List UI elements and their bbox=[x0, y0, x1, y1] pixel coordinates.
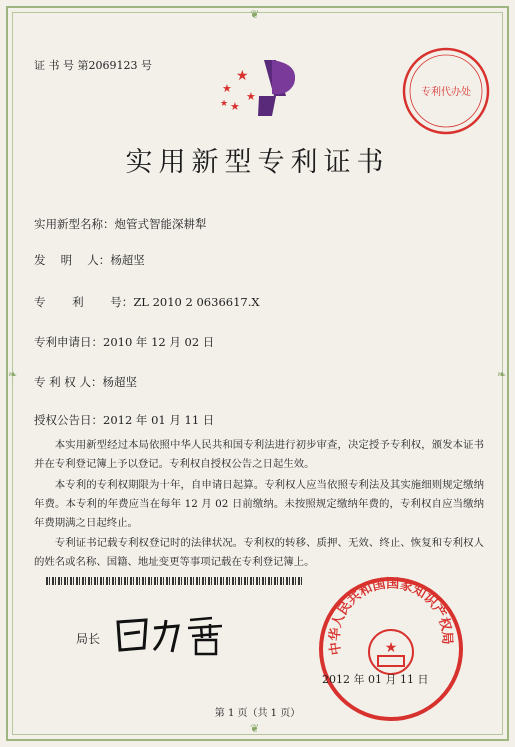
field-value: ZL 2010 2 0636617.X bbox=[133, 295, 260, 309]
agency-seal bbox=[400, 45, 492, 137]
field-label: 实用新型名称： bbox=[34, 217, 115, 231]
svg-text:★: ★ bbox=[222, 82, 232, 95]
field-filing-date bbox=[34, 334, 214, 350]
field-label: 专 利 号： bbox=[34, 295, 134, 309]
field-label: 发 明 人： bbox=[34, 253, 111, 267]
left-ornament-icon: ❧ bbox=[8, 368, 18, 381]
field-value: 2010 年 12 月 02 日 bbox=[103, 335, 215, 349]
field-label: 专 利 权 人： bbox=[34, 375, 103, 389]
certificate-title: 实用新型专利证书 bbox=[125, 147, 390, 178]
right-ornament-icon: ❧ bbox=[497, 368, 507, 381]
director-label: 局长 bbox=[76, 632, 101, 646]
field-patentee bbox=[34, 374, 137, 390]
field-label: 授权公告日： bbox=[34, 413, 103, 427]
field-value: 杨超坚 bbox=[102, 375, 137, 389]
paragraph-1: 本实用新型经过本局依照中华人民共和国专利法进行初步审查，决定授予专利权，颁发本证书并在专利登记簿上予以登记。专利权自授权公告之日起生效。 bbox=[34, 439, 484, 470]
official-seal-text: 中华人民共和国国家知识产权局 bbox=[327, 576, 455, 656]
director-signature bbox=[112, 610, 232, 660]
svg-text:★: ★ bbox=[236, 68, 249, 84]
svg-text:★: ★ bbox=[230, 100, 240, 113]
field-value: 炮管式智能深耕犁 bbox=[114, 217, 207, 231]
svg-text:★: ★ bbox=[246, 90, 256, 103]
field-utility-name bbox=[34, 216, 207, 232]
official-seal bbox=[316, 574, 466, 724]
field-value: 2012 年 01 月 11 日 bbox=[103, 413, 215, 427]
field-patent-number bbox=[34, 294, 260, 310]
field-value: 杨超坚 bbox=[110, 253, 145, 267]
patent-office-logo bbox=[214, 56, 304, 120]
agency-seal-text: 专利代办处 bbox=[421, 87, 471, 98]
svg-text:★: ★ bbox=[384, 640, 398, 656]
bottom-ornament-icon: ❦ bbox=[250, 722, 260, 735]
field-grant-date bbox=[34, 412, 214, 428]
field-inventor bbox=[34, 252, 145, 268]
paragraph-3: 专利证书记载专利权登记时的法律状况。专利权的转移、质押、无效、终止、恢复和专利权人的姓名或名称、国籍、地址变更等事项记载在专利登记簿上。 bbox=[34, 537, 484, 568]
barcode bbox=[46, 577, 304, 585]
top-ornament-icon: ❦ bbox=[250, 8, 260, 21]
field-label: 专利申请日： bbox=[34, 335, 103, 349]
page-number: 第 1 页（共 1 页） bbox=[214, 708, 301, 719]
certificate-number: 证 书 号 第2069123 号 bbox=[34, 59, 152, 72]
paragraph-2: 本专利的专利权期限为十年，自申请日起算。专利权人应当依照专利法及其实施细则规定缴纳年费。本专利的年费应当在每年 12 月 02 日前缴纳。未按照规定缴纳年费的，专利权自应当缴纳年费期满之日起终止。 bbox=[34, 479, 484, 529]
svg-text:★: ★ bbox=[220, 99, 229, 109]
issue-date: 2012 年 01 月 11 日 bbox=[322, 673, 429, 686]
